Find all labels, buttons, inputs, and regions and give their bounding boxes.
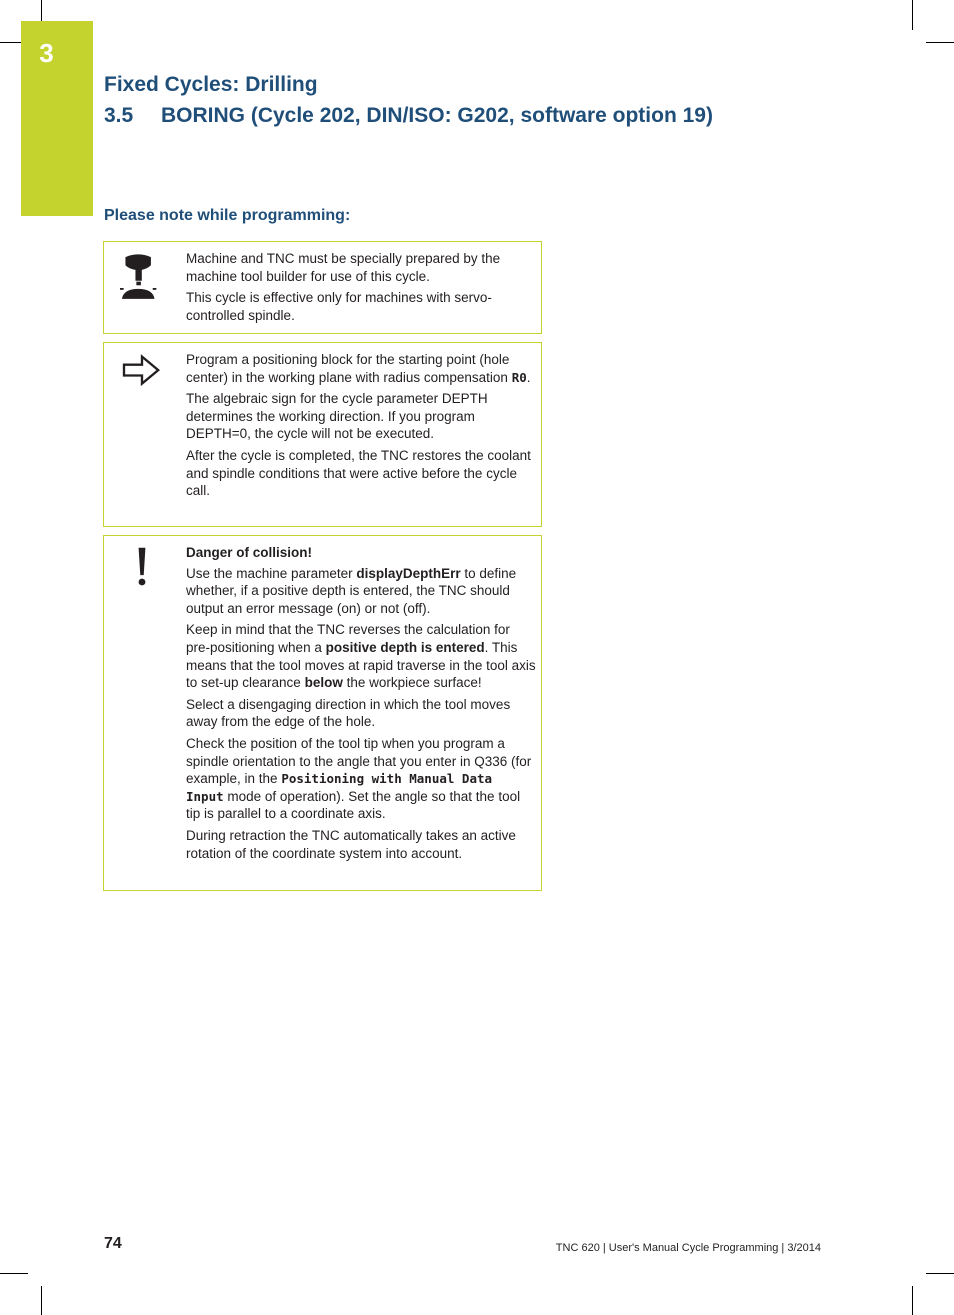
tip-paragraph xyxy=(186,351,536,386)
crop-mark xyxy=(912,1286,913,1315)
programming-tip-text xyxy=(186,351,536,504)
machine-note-paragraph: Machine and TNC must be specially prepared by the machine tool builder for use of this cycle. xyxy=(186,251,501,284)
section-number: 3.5 xyxy=(104,104,134,127)
warning-text: the workpiece surface! xyxy=(342,675,482,691)
section-title xyxy=(104,103,713,129)
chapter-title: Fixed Cycles: Drilling xyxy=(104,73,318,96)
parameter-name: displayDepthErr xyxy=(356,565,461,581)
chapter-number: 3 xyxy=(39,38,54,68)
collision-warning-note xyxy=(103,535,542,891)
crop-mark xyxy=(926,1273,954,1274)
warning-text: Check the position of the tool tip when you program a spindle orientation to the angle that you enter in Q336 (for example, in the xyxy=(186,735,532,787)
subheading: Please note while programming: xyxy=(104,207,351,224)
warning-heading: Danger of collision! xyxy=(186,545,313,560)
footer-text: TNC 620 | User's Manual Cycle Programming | 3/2014 xyxy=(555,1242,821,1254)
warning-text: to define whether, if a positive depth is entered, the TNC should output an error message (on) or not (off). xyxy=(186,565,517,616)
programming-tip-note xyxy=(103,342,542,527)
warning-text: mode of operation). Set the angle so that the tool tip is parallel to a coordinate axis. xyxy=(186,788,521,822)
warning-paragraph xyxy=(186,735,536,823)
emphasis: below xyxy=(304,675,343,691)
warning-paragraph xyxy=(186,565,536,618)
crop-mark xyxy=(41,0,42,22)
warning-text: Keep in mind that the TNC reverses the calculation for pre-positioning when a xyxy=(186,622,510,655)
warning-paragraph: During retraction the TNC automatically takes an active rotation of the coordinate system into account. xyxy=(186,827,516,861)
warning-text: Use the machine parameter xyxy=(186,565,357,581)
warning-text: . This means that the tool moves at rapid traverse in the tool axis to set-up clearance xyxy=(186,639,536,691)
crop-mark xyxy=(926,42,954,43)
tip-code: R0 xyxy=(511,369,527,385)
tip-text: Program a positioning block for the starting point (hole center) in the working plane with radius compensation xyxy=(186,352,512,385)
exclamation-icon xyxy=(122,546,162,594)
crop-mark xyxy=(0,1273,28,1274)
crop-mark xyxy=(912,0,913,30)
tip-text: . xyxy=(526,369,531,385)
collision-warning-text xyxy=(186,544,536,866)
section-title-text: BORING (Cycle 202, DIN/ISO: G202, software option 19) xyxy=(161,104,713,127)
operating-mode-name: Positioning with Manual Data Input xyxy=(186,771,493,804)
warning-paragraph: Select a disengaging direction in which the tool moves away from the edge of the hole. xyxy=(186,696,511,730)
crop-mark xyxy=(41,1286,42,1315)
machine-note-paragraph: This cycle is effective only for machines with servo-controlled spindle. xyxy=(186,290,492,323)
tip-paragraph: The algebraic sign for the cycle parameter DEPTH determines the working direction. If you program DEPTH=0, the cycle will not be executed. xyxy=(186,391,488,442)
emphasis: positive depth is entered xyxy=(325,639,485,655)
machine-note xyxy=(103,241,542,334)
machine-tool-icon xyxy=(120,251,160,305)
machine-note-text xyxy=(186,250,536,328)
page-number: 74 xyxy=(104,1235,122,1252)
warning-paragraph xyxy=(186,621,536,691)
arrow-right-icon xyxy=(120,353,164,389)
tip-paragraph: After the cycle is completed, the TNC restores the coolant and spindle conditions that were active before the cycle call. xyxy=(186,447,531,499)
